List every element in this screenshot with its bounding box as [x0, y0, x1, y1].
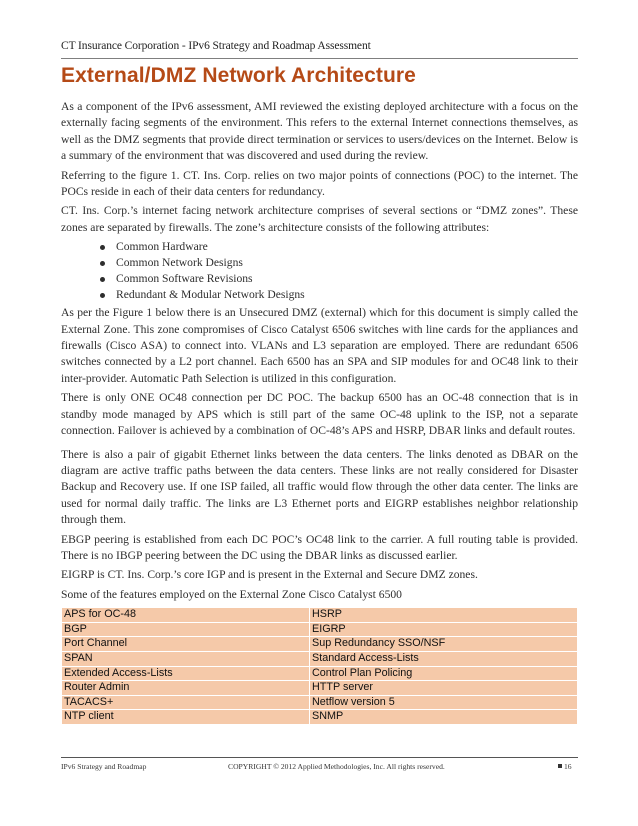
table-cell: EIGRP	[310, 622, 578, 637]
footer-divider	[61, 757, 578, 758]
paragraph-external-zone: As per the Figure 1 below there is an Unsecured DMZ (external) which for this document is simply called the External Zone. This zone compromises of Cisco Catalyst 6506 switches with line cards for the appliances and firewalls (Cisco ASA) to connect into. VLANs and L3 separation are employed. There are redundant 6506 switches connected by a L2 port channel. Each 6500 has an SPA and SIP modules for and OC48 link to their inter-provider. Automatic Path Selection is utilized in this configuration.	[61, 306, 578, 385]
table-cell: HSRP	[310, 608, 578, 623]
paragraph-eigrp: EIGRP is CT. Ins. Corp.’s core IGP and is present in the External and Secure DMZ zones.	[61, 568, 478, 582]
table-cell: Netflow version 5	[310, 695, 578, 710]
table-row	[62, 622, 578, 637]
table-row	[62, 695, 578, 710]
table-cell: Sup Redundancy SSO/NSF	[310, 637, 578, 652]
table-cell: BGP	[62, 622, 310, 637]
table-cell: Port Channel	[62, 637, 310, 652]
page-header: CT Insurance Corporation - IPv6 Strategy and Roadmap Assessment	[61, 40, 371, 52]
table-cell: APS for OC-48	[62, 608, 310, 623]
paragraph-oc48: There is only ONE OC48 connection per DC POC. The backup 6500 has an OC-48 connection that is in standby mode managed by APS which is still part of the same OC-48 uplink to the ISP, not a separate connection. Failover is achieved by a combination of OC-48’s APS and HSRP, DBAR links and default routes.	[61, 391, 578, 438]
footer-copyright: COPYRIGHT © 2012 Applied Methodologies, Inc. All rights reserved.	[228, 762, 445, 771]
list-item: Redundant & Modular Network Designs	[100, 287, 578, 303]
list-item: Common Hardware	[100, 239, 578, 255]
paragraph-poc: Referring to the figure 1. CT. Ins. Corp. relies on two major points of connections (POC) to the internet. The POCs reside in each of their data centers for redundancy.	[61, 168, 578, 199]
paragraph-assessment-intro: As a component of the IPv6 assessment, AMI reviewed the existing deployed architecture with a focus on the externally facing segments of the environment. This refers to the external Internet connections themselves, as well as the DMZ segments that provide direct termination or services to users/devices on the Internet. Below is a summary of the environment that was discovered and used during the review.	[61, 100, 578, 163]
table-cell: Extended Access-Lists	[62, 666, 310, 681]
bullet-icon	[558, 764, 562, 768]
table-cell: SPAN	[62, 651, 310, 666]
table-cell: Standard Access-Lists	[310, 651, 578, 666]
paragraph-features-intro: Some of the features employed on the External Zone Cisco Catalyst 6500	[61, 587, 402, 601]
paragraph-dbar: There is also a pair of gigabit Ethernet links between the data centers. The links denoted as DBAR on the diagram are active traffic paths between the data centers. These links are not really considered for Disaster Backup and Recovery use. If one ISP failed, all traffic would flow through the other data center. The links are used for normal daily traffic. The links are L3 Ethernet ports and EIGRP establishes neighbor relationship through them.	[61, 447, 578, 527]
table-cell: TACACS+	[62, 695, 310, 710]
table-cell: NTP client	[62, 710, 310, 725]
table-row	[62, 608, 578, 623]
page-title: External/DMZ Network Architecture	[61, 64, 416, 87]
table-row	[62, 666, 578, 681]
table-cell: SNMP	[310, 710, 578, 725]
table-cell: Router Admin	[62, 681, 310, 696]
header-divider	[61, 58, 578, 59]
page-number-value: 16	[564, 762, 572, 771]
paragraph-dmz-zones: CT. Ins. Corp.’s internet facing network architecture comprises of several sections or “DMZ zones”. These zones are separated by firewalls. The zone’s architecture consists of the following attributes:	[61, 204, 578, 234]
paragraph-ebgp: EBGP peering is established from each DC POC’s OC48 link to the carrier. A full routing table is provided. There is no IBGP peering between the DC using the DBAR links as discussed earlier.	[61, 532, 578, 562]
body-content	[61, 99, 578, 725]
attribute-list	[61, 239, 578, 303]
list-item: Common Network Designs	[100, 255, 578, 271]
page-number	[558, 762, 572, 771]
table-row	[62, 710, 578, 725]
list-item: Common Software Revisions	[100, 271, 578, 287]
features-table	[61, 607, 578, 725]
table-row	[62, 651, 578, 666]
footer-document-name: IPv6 Strategy and Roadmap	[61, 762, 147, 771]
table-cell: Control Plan Policing	[310, 666, 578, 681]
table-row	[62, 637, 578, 652]
table-row	[62, 681, 578, 696]
table-cell: HTTP server	[310, 681, 578, 696]
